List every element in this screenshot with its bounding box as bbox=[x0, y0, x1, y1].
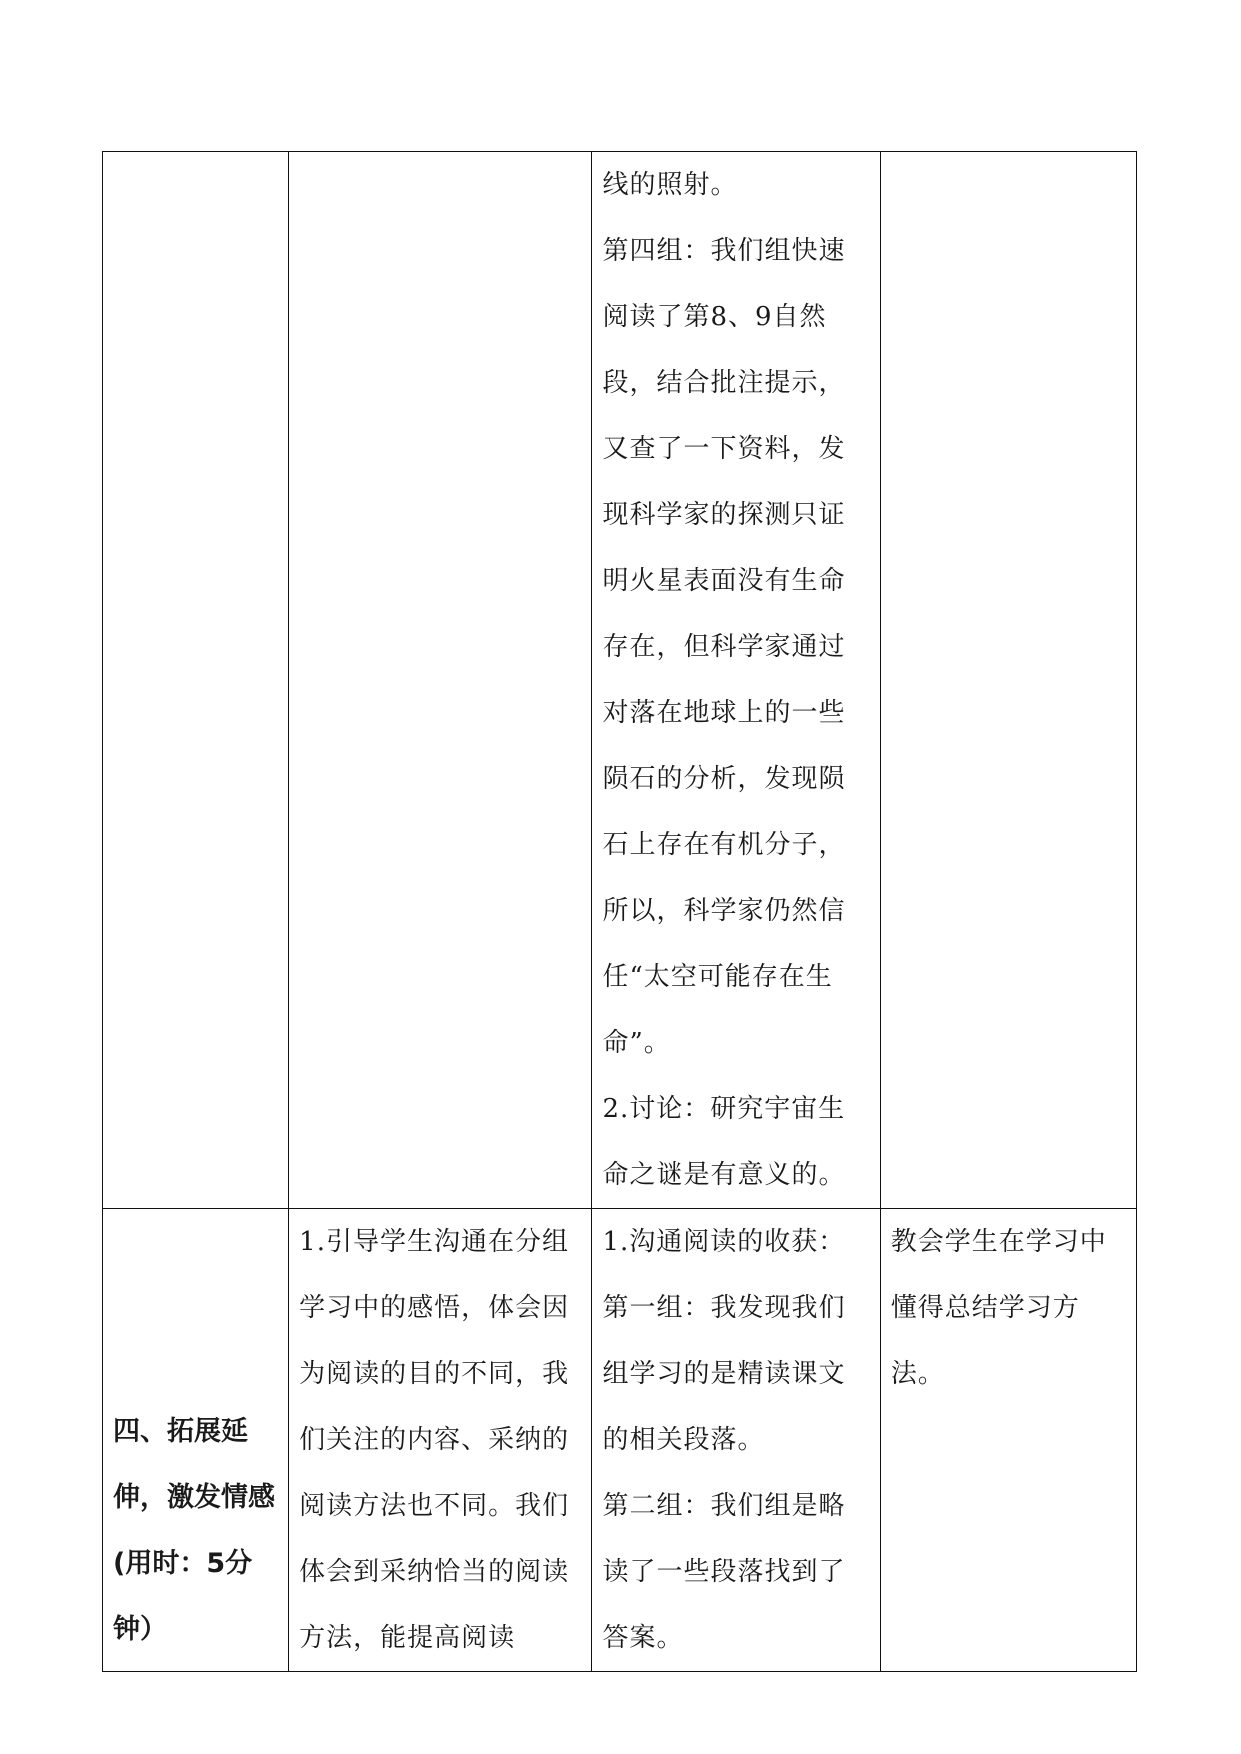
student-activity-paragraph: 第一组：我发现我们组学习的是精读课文的相关段落。 bbox=[602, 1293, 846, 1455]
table-row bbox=[103, 1209, 1137, 1672]
design-intent-text: 教会学生在学习中懂得总结学习方法。 bbox=[890, 1227, 1107, 1389]
student-activity-cell bbox=[592, 152, 880, 1209]
student-activity-paragraph: 1.沟通阅读的收获： bbox=[602, 1227, 846, 1257]
teacher-activity-text: 1.引导学生沟通在分组学习中的感悟，体会因为阅读的目的不同，我们关注的内容、采纳的阅读方法也不同。我们体会到采纳恰当的阅读方法，能提高阅读 bbox=[299, 1227, 570, 1653]
student-activity-paragraph: 2.讨论：研究宇宙生命之谜是有意义的。 bbox=[602, 1094, 846, 1190]
student-activity-cell bbox=[592, 1209, 880, 1672]
student-activity-text bbox=[592, 152, 879, 1208]
stage-cell bbox=[103, 1209, 289, 1672]
student-activity-paragraph: 第四组：我们组快速阅读了第8、9自然段，结合批注提示，又查了一下资料，发现科学家的探测只证明火星表面没有生命存在，但科学家通过对落在地球上的一些陨石的分析，发现陨石上存在有机分子，所以，科学家仍然信任“太空可能存在生命”。 bbox=[602, 236, 846, 1058]
lesson-plan-table bbox=[102, 151, 1137, 1672]
student-activity-paragraph: 线的照射。 bbox=[602, 170, 738, 200]
design-intent-cell bbox=[880, 1209, 1136, 1672]
student-activity-paragraph: 第二组：我们组是略读了一些段落找到了答案。 bbox=[602, 1491, 846, 1653]
design-intent-cell bbox=[880, 152, 1136, 1209]
teacher-activity-cell bbox=[289, 1209, 592, 1672]
student-activity-text bbox=[592, 1209, 879, 1671]
stage-cell bbox=[103, 152, 289, 1209]
stage-title: 四、拓展延伸，激发情感(用时：5分钟） bbox=[113, 1416, 275, 1645]
table-row bbox=[103, 152, 1137, 1209]
teacher-activity-cell bbox=[289, 152, 592, 1209]
